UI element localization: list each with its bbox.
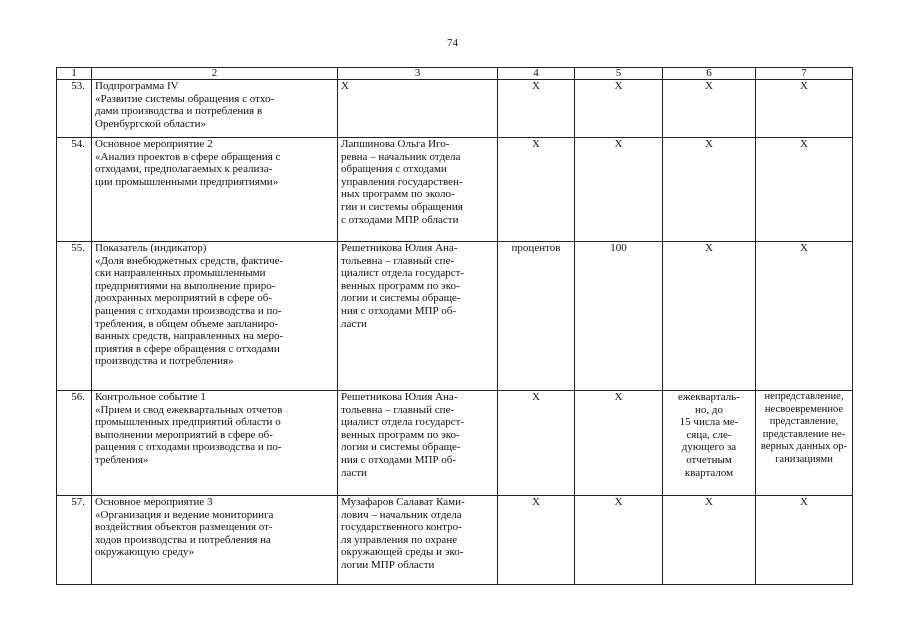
deadline-line: X [705, 242, 713, 254]
responsible-line: венных программ по эко- [341, 279, 460, 292]
activity-name-line: дами производства и потребления в [95, 105, 263, 118]
risk-cell [756, 496, 853, 585]
activity-name-line: «Организация и ведение мониторинга [95, 508, 274, 521]
activity-name-line: «Развитие системы обращения с отхо- [95, 92, 275, 105]
deadline-line: 15 числа ме- [679, 416, 739, 429]
activity-name-line: ски направленных промышленными [95, 267, 266, 280]
responsible-line: ласти [341, 317, 367, 330]
deadline-line: сяца, сле- [686, 428, 732, 441]
unit-cell: X [498, 391, 575, 496]
responsible-line: тольевна – главный спе- [341, 403, 455, 416]
activity-name-line: Показатель (индикатор) [95, 242, 207, 254]
responsible-cell [338, 391, 498, 496]
activity-name-cell [92, 242, 338, 391]
activity-name-line: требления» [95, 453, 149, 466]
deadline-line: X [705, 138, 713, 150]
risk-line: X [800, 80, 808, 92]
risk-line: верных данных ор- [760, 441, 848, 453]
responsible-line: государственного контро- [341, 521, 462, 534]
activity-name-line: Контрольное событие 1 [95, 391, 206, 403]
activity-name-line: Основное мероприятие 3 [95, 496, 213, 508]
header-row [57, 68, 853, 80]
responsible-line: венных программ по эко- [341, 428, 460, 441]
activity-name-line: ходов производства и потребления на [95, 533, 271, 546]
responsible-line: ния с отходами МПР об- [341, 453, 457, 466]
table-row [57, 80, 853, 138]
deadline-cell [663, 138, 756, 242]
responsible-line: ласти [341, 466, 367, 479]
activity-name-cell [92, 138, 338, 242]
risk-line: непредставление, [764, 391, 844, 402]
column-header: 5 [575, 68, 663, 80]
activity-name-line: предприятиями на выполнение приро- [95, 279, 276, 292]
column-header: 2 [92, 68, 338, 80]
responsible-line: обращения с отходами [341, 163, 447, 176]
activity-name-line: «Анализ проектов в сфере обращения с [95, 150, 281, 163]
responsible-line: Лапшинова Ольга Иго- [341, 138, 450, 150]
activity-name-line: отходами, предполагаемых к реализа- [95, 163, 273, 176]
unit-cell: X [498, 80, 575, 138]
responsible-line: циалист отдела государст- [341, 416, 465, 429]
value-cell: X [575, 391, 663, 496]
activity-name-line: «Доля внебюджетных средств, фактиче- [95, 254, 284, 267]
deadline-line: кварталом [684, 466, 734, 479]
activity-name-line: ращения с отходами производства и по- [95, 304, 282, 317]
unit-cell: X [498, 496, 575, 585]
responsible-line: логии и системы обраще- [341, 441, 461, 454]
responsible-line: тольевна – главный спе- [341, 254, 455, 267]
activity-name-line: ванных средств, направленных на меро- [95, 330, 284, 343]
responsible-cell [338, 242, 498, 391]
activity-name-line: Основное мероприятие 2 [95, 138, 213, 150]
responsible-line: Решетникова Юлия Ана- [341, 391, 458, 403]
risk-cell [756, 391, 853, 496]
table-row [57, 391, 853, 496]
responsible-line: с отходами МПР области [341, 213, 459, 226]
responsible-line: ля управления по охране [341, 533, 458, 546]
risk-line: X [800, 242, 808, 254]
page-number: 74 [447, 37, 458, 49]
deadline-line: но, до [695, 403, 723, 416]
activity-name-line: приятия в сфере обращения с отходами [95, 342, 280, 355]
responsible-cell [338, 496, 498, 585]
column-header: 4 [498, 68, 575, 80]
activity-name-line: Подпрограмма IV [95, 80, 179, 92]
unit-cell: X [498, 138, 575, 242]
deadline-line: дующего за [681, 441, 737, 454]
risk-line: X [800, 496, 808, 508]
activity-name-cell [92, 80, 338, 138]
activity-name-cell [92, 391, 338, 496]
activity-name-line: доохранных мероприятий в сфере об- [95, 292, 272, 305]
value-cell: X [575, 80, 663, 138]
responsible-cell [338, 138, 498, 242]
activity-name-line: выполнении мероприятий в сфере об- [95, 428, 273, 441]
risk-line: представление не- [762, 428, 846, 440]
deadline-line: X [705, 496, 713, 508]
activity-name-cell [92, 496, 338, 585]
risk-cell [756, 80, 853, 138]
deadline-cell [663, 80, 756, 138]
column-header: 3 [338, 68, 498, 80]
activity-name-line: производства и потребления» [95, 355, 234, 368]
unit-cell: процентов [498, 242, 575, 391]
value-cell: X [575, 496, 663, 585]
responsible-line: логии и системы обраще- [341, 292, 461, 305]
table-row [57, 242, 853, 391]
risk-line: несвоевременное [764, 403, 844, 415]
responsible-line: циалист отдела государст- [341, 267, 465, 280]
deadline-cell [663, 242, 756, 391]
responsible-line: окружающей среды и эко- [341, 546, 464, 559]
row-number: 57. [57, 496, 92, 585]
activity-name-line: требления, в общем объеме запланиро- [95, 317, 279, 330]
row-number: 54. [57, 138, 92, 242]
responsible-line: гии и системы обращения [341, 200, 463, 213]
deadline-line: X [705, 80, 713, 92]
activity-name-line: ращения с отходами производства и по- [95, 441, 282, 454]
column-header: 7 [756, 68, 853, 80]
responsible-line: логии МПР области [341, 558, 435, 571]
deadline-line: ежекварталь- [678, 391, 740, 403]
activity-name-line: окружающую среду» [95, 546, 195, 559]
plan-table [56, 67, 853, 585]
risk-line: ганизациями [775, 453, 833, 465]
responsible-line: Музафаров Салават Ками- [341, 496, 465, 508]
row-number: 53. [57, 80, 92, 138]
activity-name-line: ции промышленными предприятиями» [95, 175, 279, 188]
responsible-line: ния с отходами МПР об- [341, 304, 457, 317]
activity-name-line: Оренбургской области» [95, 117, 206, 130]
risk-cell [756, 242, 853, 391]
column-header: 6 [663, 68, 756, 80]
responsible-line: лович – начальник отдела [341, 508, 462, 521]
row-number: 55. [57, 242, 92, 391]
row-number: 56. [57, 391, 92, 496]
responsible-cell [338, 80, 498, 138]
responsible-line: ревна – начальник отдела [341, 150, 461, 163]
risk-cell [756, 138, 853, 242]
responsible-line: Решетникова Юлия Ана- [341, 242, 458, 254]
deadline-cell [663, 496, 756, 585]
deadline-cell [663, 391, 756, 496]
table-row [57, 138, 853, 242]
value-cell: X [575, 138, 663, 242]
responsible-line: ных программ по эколо- [341, 188, 455, 201]
responsible-line: X [341, 80, 349, 92]
risk-line: представление, [769, 416, 839, 428]
deadline-line: отчетным [686, 453, 732, 466]
responsible-line: управления государствен- [341, 175, 463, 188]
value-cell: 100 [575, 242, 663, 391]
activity-name-line: промышленных предприятий области о [95, 416, 281, 429]
table-row [57, 496, 853, 585]
risk-line: X [800, 138, 808, 150]
activity-name-line: воздействия объектов размещения от- [95, 521, 273, 534]
activity-name-line: «Прием и свод ежеквартальных отчетов [95, 403, 283, 416]
column-header: 1 [57, 68, 92, 80]
